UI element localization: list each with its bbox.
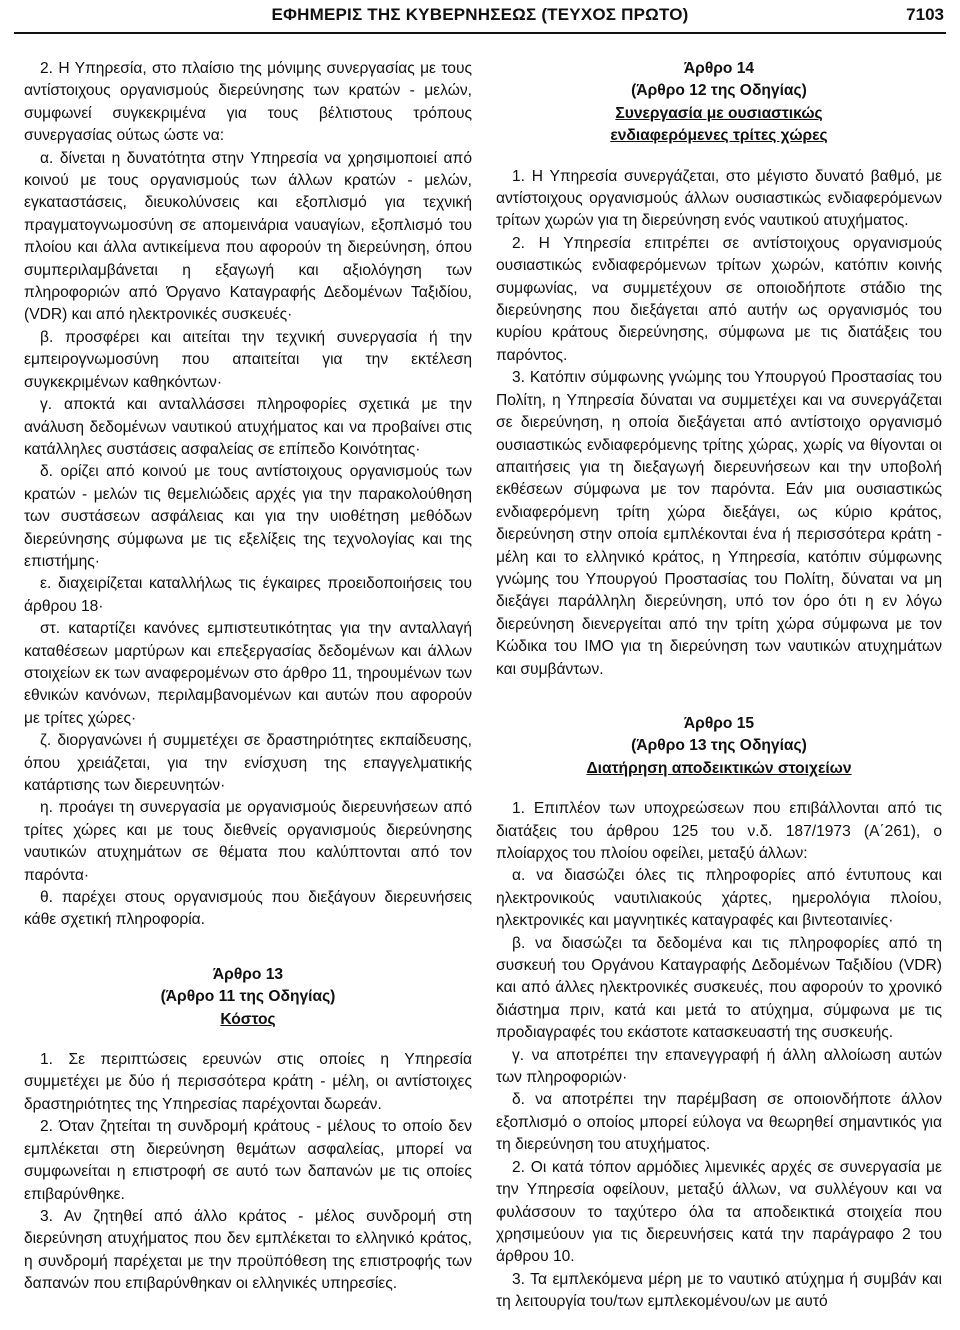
article-number: Άρθρο 14 — [683, 60, 755, 77]
paragraph: η. προάγει τη συνεργασία με οργανισμούς διερευνήσεων από τρίτες χώρες και με τους διεθνείς οργανισμούς διερεύνησης ναυτικών ατυχημάτων σε θέματα που καλύπτονται από τον παρόντα· — [24, 799, 472, 884]
paragraph: 2. Η Υπηρεσία επιτρέπει σε αντίστοιχους οργανισμούς ουσιαστικώς ενδιαφερόμενων τρίτων χωρών, κατόπιν κοινής συμφωνίας, να συμμετέχουν σε οποιοδήποτε στάδιο της διερεύνησης που διεξάγεται από αυτήν ως οργανισμός του κυρίου κράτους διερεύνησης, σύμφωνα με τις διατάξεις του παρόντος. — [496, 234, 942, 364]
right-column — [496, 58, 942, 1314]
article-15-heading — [496, 713, 942, 780]
article-directive-ref: (Άρθρο 12 της Οδηγίας) — [631, 82, 807, 100]
page-number: 7103 — [906, 5, 944, 24]
article-title: Κόστος — [220, 1010, 276, 1028]
article-number: Άρθρο 15 — [683, 714, 755, 732]
article-13-heading — [24, 964, 472, 1031]
paragraph: θ. παρέχει στους οργανισμούς που διεξάγουν διερευνήσεις κάθε σχετική πληροφορία. — [24, 889, 472, 929]
paragraph: 3. Αν ζητηθεί από άλλο κράτος - μέλος συνδρομή στη διερεύνηση ατυχήματος που δεν εμπλέκεται το ελληνικό κράτος, η συνδρομή παρέχεται με την προϋπόθεση της επιστροφής των δαπανών που επιβαρύνθηκαν οι ελληνικές υπηρεσίες. — [24, 1207, 472, 1293]
gazette-title: ΕΦΗΜΕΡΙΣ ΤΗΣ ΚΥΒΕΡΝΗΣΕΩΣ (ΤΕΥΧΟΣ ΠΡΩΤΟ) — [271, 5, 689, 24]
paragraph: 2. Οι κατά τόπον αρμόδιες λιμενικές αρχές σε συνεργασία με την Υπηρεσία οφείλουν, μεταξύ άλλων, να συλλέγουν και να φυλάσσουν το ταχύτερο όλα τα αποδεικτικά στοιχεία που χρησιμεύουν για τις διερευνήσεις κατά την παράγραφο 2 του άρθρου 10. — [496, 1158, 942, 1266]
paragraph: α. δίνεται η δυνατότητα στην Υπηρεσία να χρησιμοποιεί από κοινού με τους οργανισμούς των άλλων κρατών - μελών, εγκαταστάσεις, διευκολύνσεις και εξοπλισμό για τεχνική πραγματογνωμοσύνη σε απομεινάρια ναυαγίων, εξοπλισμό του πλοίου και άλλα αντικείμενα που αφορούν τη διερεύνηση, όπου συμπεριλαμβάνεται η εξαγωγή και αξιολόγηση των πληροφοριών από Όργανο Καταγραφής Δεδομένων Ταξιδίου, (VDR) και από ηλεκτρονικές συσκευές· — [24, 149, 472, 324]
article-number: Άρθρο 13 — [212, 965, 284, 983]
article-title-line: Συνεργασία με ουσιαστικώς — [615, 104, 823, 122]
article-14-heading — [496, 58, 942, 148]
paragraph: β. να διασώζει τα δεδομένα και τις πληροφορίες από τη συσκευή του Οργάνου Καταγραφής Δεδομένων Ταξιδίου (VDR) και από άλλες ηλεκτρονικές συσκευές, που αφορούν το χρονικό διάστημα πριν, κατά και μετά το ατύχημα, σύμφωνα με τις προδιαγραφές του εκάστοτε κατασκευαστή της συσκευής. — [496, 934, 942, 1042]
paragraph: ε. διαχειρίζεται καταλλήλως τις έγκαιρες προειδοποιήσεις του άρθρου 18· — [24, 575, 472, 615]
paragraph: 1. Επιπλέον των υποχρεώσεων που επιβάλλονται από τις διατάξεις του άρθρου 125 του ν.δ. 187/1973 (Α΄261), ο πλοίαρχος του πλοίου οφείλει, μεταξύ άλλων: — [496, 800, 942, 862]
paragraph: στ. καταρτίζει κανόνες εμπιστευτικότητας για την ανταλλαγή καταθέσεων μαρτύρων και επεξεργασίας δεδομένων και άλλων στοιχείων εκ των αναφερομένων στο άρθρο 11, τηρουμένων των εθνικών κανόνων, περιλαμβανομένων και αυτών που αφορούν με τρίτες χώρες· — [24, 620, 472, 727]
article-title-line: ενδιαφερόμενες τρίτες χώρες — [610, 127, 828, 145]
article-directive-ref: (Άρθρο 11 της Οδηγίας) — [160, 988, 336, 1006]
paragraph: β. προσφέρει και αιτείται την τεχνική συνεργασία ή την εμπειρογνωμοσύνη που απαιτείται για την εκτέλεση συγκεκριμένων καθηκόντων· — [24, 328, 472, 391]
paragraph: δ. ορίζει από κοινού με τους αντίστοιχους οργανισμούς των κρατών - μελών τις θεμελιώδεις αρχές για την παρακολούθηση των συστάσεων ασφάλειας και για την υιοθέτηση μεθόδων διερεύνησης σύμφωνα με τις εξελίξεις της τεχνολογίας και της επιστήμης· — [24, 463, 472, 570]
paragraph: γ. να αποτρέπει την επανεγγραφή ή άλλη αλλοίωση αυτών των πληροφοριών· — [496, 1046, 942, 1087]
paragraph: 1. Η Υπηρεσία συνεργάζεται, στο μέγιστο δυνατό βαθμό, με αντίστοιχους οργανισμούς άλλων ουσιαστικώς ενδιαφερόμενων τρίτων χωρών για τη διερεύνηση ενός ναυτικού ατυχήματος. — [496, 167, 942, 230]
page-header — [14, 0, 946, 34]
paragraph: ζ. διοργανώνει ή συμμετέχει σε δραστηριότητες εκπαίδευσης, όπου χρειάζεται, για την ενίσχυση της επαγγελματικής κατάρτισης των διερευνητών· — [24, 732, 472, 794]
paragraph: 2. Η Υπηρεσία, στο πλαίσιο της μόνιμης συνεργασίας με τους αντίστοιχους οργανισμούς διερεύνησης των κρατών - μελών, συμφωνεί συγκεκριμένα για τους βέλτιστους τρόπους συνεργασίας ούτως ώστε να: — [24, 60, 472, 145]
article-title: Διατήρηση αποδεικτικών στοιχείων — [586, 759, 852, 777]
paragraph: δ. να αποτρέπει την παρέμβαση σε οποιονδήποτε άλλον εξοπλισμό ο οποίος μπορεί εύλογα να θεωρηθεί σημαντικός για τη διερεύνηση του ατυχήματος. — [496, 1091, 942, 1154]
paragraph: γ. αποκτά και ανταλλάσσει πληροφορίες σχετικά με την ανάλυση δεδομένων ναυτικού ατυχήματος και να προβαίνει στις κατάλληλες συστάσεις ασφαλείας σε επίπεδο Κοινότητας· — [24, 396, 472, 458]
paragraph: 1. Σε περιπτώσεις ερευνών στις οποίες η Υπηρεσία συμμετέχει με δύο ή περισσότερα κράτη - μέλη, οι αντίστοιχες δραστηριότητες της Υπηρεσίας παρέχονται δωρεάν. — [24, 1051, 472, 1113]
paragraph: 2. Όταν ζητείται τη συνδρομή κράτους - μέλους το οποίο δεν εμπλέκεται στη διερεύνηση θεμάτων ασφαλείας, μπορεί να συμφωνείται η επιστροφή σε αυτό των δαπανών με τις οποίες επιβαρύνθηκε. — [24, 1118, 472, 1203]
article-directive-ref: (Άρθρο 13 της Οδηγίας) — [631, 737, 807, 755]
paragraph: α. να διασώζει όλες τις πληροφορίες από έντυπους και ηλεκτρονικούς ναυτιλιακούς χάρτες, ημερολόγια πλοίου, ηλεκτρονικές και μαγνητικές καταγραφές και βιντεοταινίες· — [496, 867, 942, 930]
paragraph: 3. Τα εμπλεκόμενα μέρη με το ναυτικό ατύχημα ή συμβάν και τη λειτουργία του/των εμπλεκομένου/ων με αυτό — [496, 1270, 942, 1311]
paragraph: 3. Κατόπιν σύμφωνης γνώμης του Υπουργού Προστασίας του Πολίτη, η Υπηρεσία δύναται να συμμετέχει και να συνεργάζεται σε διερεύνηση, η οποία διεξάγεται από αντίστοιχο οργανισμό ουσιαστικώς ενδιαφερόμενης τρίτης χώρας, χωρίς να θίγονται οι απαιτήσεις για τη διεξαγωγή διερευνήσεων και την υποβολή εκθέσεων σύμφωνα με τον παρόντα. Εάν μια ουσιαστικώς ενδιαφερόμενη τρίτη χώρα διεξάγει, ως κύριο κράτος, διερεύνηση στην οποία εμπλέκονται ένα ή περισσότερα κράτη - μέλη και το ελληνικό κράτος, η Υπηρεσία, κατόπιν σύμφωνης γνώμης του Υπουργού Προστασίας του Πολίτη, δύναται να μη διεξάγει παράλληλη διερεύνηση, υπό τον όρο ότι η εν λόγω διερεύνηση διενεργείται από την τρίτη χώρα σύμφωνα με τον Κώδικα του ΙΜΟ για τη διερεύνηση των ναυτικών ατυχημάτων και συμβάντων. — [496, 369, 942, 678]
left-column — [24, 58, 472, 1296]
